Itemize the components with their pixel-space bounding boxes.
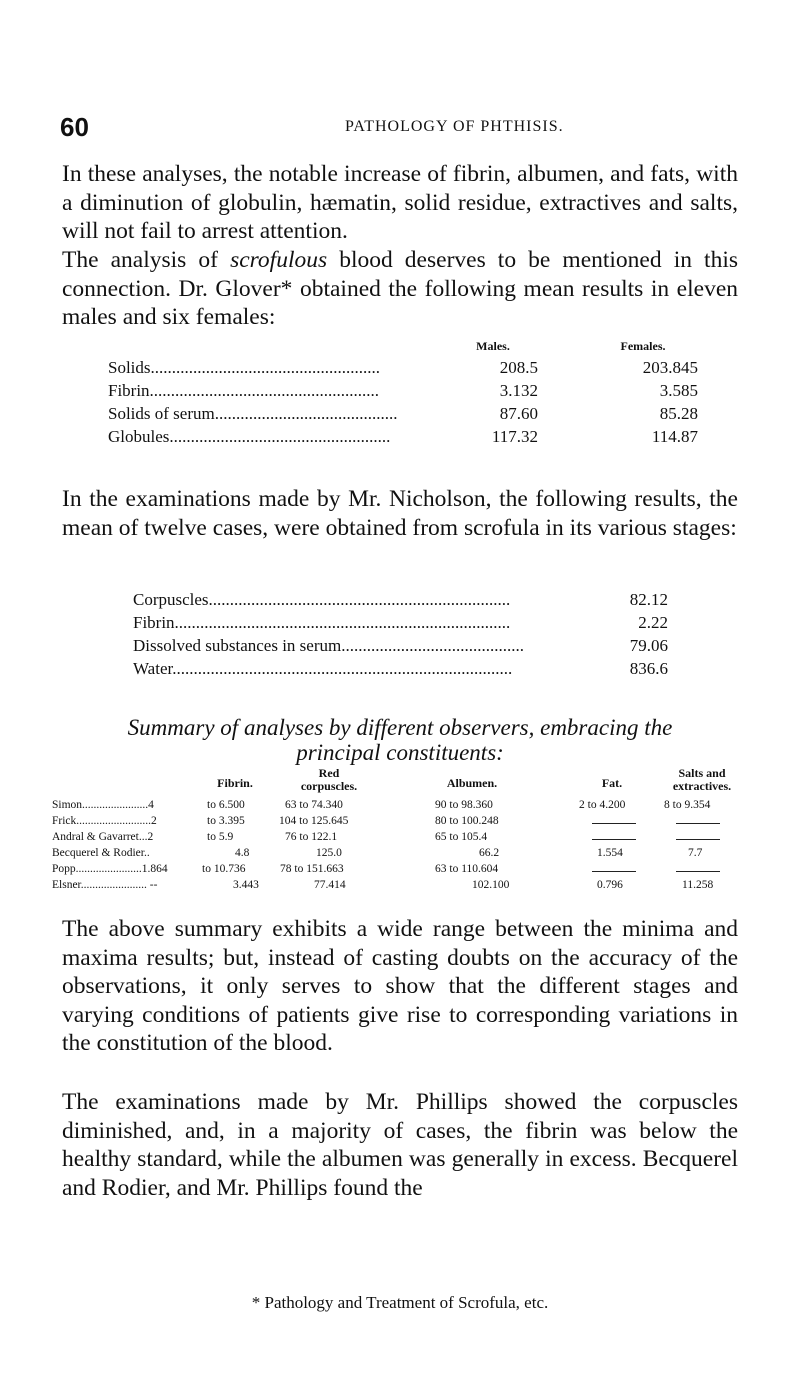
page-header (60, 112, 740, 142)
females-value: 203.845 (642, 358, 698, 377)
table-row (133, 590, 668, 612)
row-label: Water................................................................................ (133, 659, 513, 678)
row-label: Solids of serum........................................... (108, 404, 398, 423)
fat-header: Fat. (601, 776, 623, 790)
row-value: 2.22 (638, 613, 668, 632)
fibrin-header: Fibrin. (217, 776, 253, 790)
red-corpuscles-value: 125.0 (316, 847, 342, 859)
fat-dash (592, 823, 636, 824)
row-label: Fibrin...................................................... (108, 381, 380, 400)
paragraph-4-text: The above summary exhibits a wide range between the minima and maxima results; but, instead of casting doubts on the accuracy of the observations, it only serves to show that the different stages and varying conditions of patients give rise to corresponding variations in the constitution of the blood. (62, 916, 738, 1056)
fibrin-value: to 10.736 (202, 863, 246, 875)
fat-value: 1.554 (597, 847, 623, 859)
paragraph-2-a: The analysis of (62, 247, 231, 273)
table-row (108, 404, 698, 426)
footnote: * Pathology and Treatment of Scrofula, etc. (251, 1293, 549, 1312)
females-header: Females. (620, 339, 666, 353)
fibrin-value: 4.8 (235, 847, 250, 859)
row-value: 82.12 (629, 590, 668, 609)
red-corpuscles-header-line-2: corpuscles. (300, 779, 358, 793)
observer-name: Frick..........................2 (52, 815, 157, 827)
males-value: 87.60 (499, 404, 538, 423)
observer-name: Simon.......................4 (52, 799, 154, 811)
fat-value: 2 to 4.200 (579, 799, 626, 811)
observer-name: Popp.......................1.864 (52, 863, 168, 875)
salts-value: 11.258 (682, 879, 714, 891)
row-label: Dissolved substances in serum........................................... (133, 636, 524, 655)
red-corpuscles-value: 104 to 125.645 (279, 815, 349, 827)
observer-name: Elsner....................... -- (52, 879, 158, 891)
observer-name: Andral & Gavarret...2 (52, 831, 154, 843)
albumen-value: 63 to 110.604 (435, 863, 499, 875)
females-value: 114.87 (651, 427, 698, 446)
albumen-header: Albumen. (446, 776, 498, 790)
page-number: 60 (60, 112, 89, 142)
paragraph-3-text: In the examinations made by Mr. Nicholson, the following results, the mean of twelve cases, were obtained from scrofula in its various stages: (62, 486, 738, 541)
table-row (52, 799, 752, 814)
fibrin-value: to 3.395 (207, 815, 245, 827)
row-value: 836.6 (629, 659, 668, 678)
table-row (108, 427, 698, 449)
table-row (133, 636, 668, 658)
table-row (52, 831, 752, 846)
row-label: Solids...................................................... (108, 358, 381, 377)
fibrin-value: to 6.500 (207, 799, 245, 811)
red-corpuscles-header-line-1: Red (318, 766, 340, 780)
summary-table (52, 767, 752, 907)
summary-title-line-1: Summary of analyses by different observers, embracing the (127, 715, 673, 740)
salts-dash (676, 839, 720, 840)
table-row (52, 815, 752, 830)
paragraph-1 (62, 160, 738, 246)
nicholson-table (133, 590, 668, 690)
red-corpuscles-value: 77.414 (314, 879, 346, 891)
table-row (52, 879, 752, 894)
paragraph-5 (62, 1088, 738, 1202)
table-row (52, 863, 752, 878)
fat-dash (592, 839, 636, 840)
males-header: Males. (476, 339, 510, 353)
table-row (108, 381, 698, 403)
fat-value: 0.796 (597, 879, 623, 891)
table-row (108, 358, 698, 380)
observer-name: Becquerel & Rodier.. (52, 847, 150, 859)
glover-table (108, 339, 698, 469)
salts-dash (676, 871, 720, 872)
salts-value: 7.7 (688, 847, 703, 859)
albumen-value: 102.100 (472, 879, 510, 891)
fibrin-value: 3.443 (233, 879, 259, 891)
albumen-value: 90 to 98.360 (435, 799, 493, 811)
albumen-value: 65 to 105.4 (435, 831, 488, 843)
red-corpuscles-value: 78 to 151.663 (280, 863, 344, 875)
females-value: 85.28 (659, 404, 698, 423)
table-row (133, 613, 668, 635)
females-value: 3.585 (659, 381, 698, 400)
row-label: Corpuscles....................................................................... (133, 590, 511, 609)
males-value: 208.5 (499, 358, 538, 377)
row-label: Fibrin............................................................................... (133, 613, 511, 632)
males-value: 3.132 (499, 381, 538, 400)
salts-value: 8 to 9.354 (664, 799, 711, 811)
table-row (133, 659, 668, 681)
paragraph-3 (62, 485, 738, 542)
red-corpuscles-value: 76 to 122.1 (285, 831, 338, 843)
albumen-value: 80 to 100.248 (435, 815, 499, 827)
paragraph-5-text: The examinations made by Mr. Phillips showed the corpuscles diminished, and, in a majority of cases, the fibrin was below the healthy standard, while the albumen was generally in excess. Becquerel and Rodier, and Mr. Phillips found the (62, 1089, 738, 1201)
row-label: Globules.................................................... (108, 427, 391, 446)
red-corpuscles-value: 63 to 74.340 (285, 799, 343, 811)
scrofulous-emphasis: scrofulous (230, 247, 328, 273)
salts-dash (676, 823, 720, 824)
paragraph-4 (62, 915, 738, 1058)
running-title: PATHOLOGY OF PHTHISIS. (345, 118, 564, 135)
fat-dash (592, 871, 636, 872)
albumen-value: 66.2 (479, 847, 500, 859)
paragraph-1-text: In these analyses, the notable increase of fibrin, albumen, and fats, with a diminution of globulin, hæmatin, solid residue, extractives and salts, will not fail to arrest attention. (62, 161, 738, 244)
salts-header-line-2: extractives. (672, 779, 732, 793)
paragraph-2 (62, 246, 738, 332)
males-value: 117.32 (491, 427, 538, 446)
salts-header-line-1: Salts and (678, 766, 726, 780)
paragraph-2-c: blood deserves to be mentioned in this connection. Dr. Glover* obtained the following mean results in eleven males and six females: (62, 247, 738, 330)
fibrin-value: to 5.9 (207, 831, 234, 843)
table-row (52, 847, 752, 862)
summary-title-line-2: principal constituents: (296, 740, 504, 765)
row-value: 79.06 (629, 636, 668, 655)
